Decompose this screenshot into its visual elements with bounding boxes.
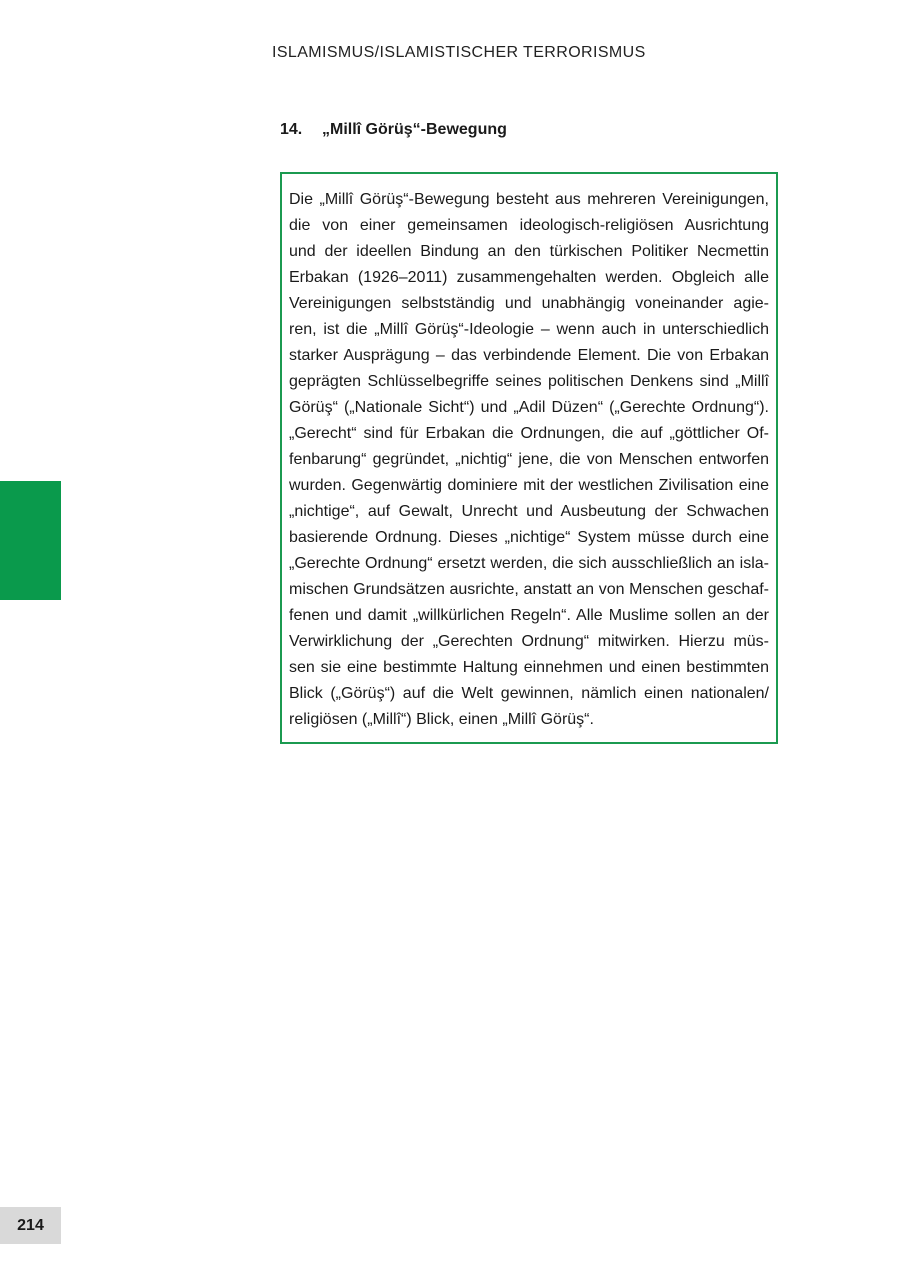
box-line: „Gerechte Ordnung“ ersetzt werden, die sich ausschließlich an isla-	[289, 555, 769, 572]
box-line: und der ideellen Bindung an den türkischen Politiker Necmettin	[289, 243, 769, 260]
box-line: Vereinigungen selbstständig und unabhängig voneinander agie-	[289, 295, 769, 312]
box-line: fenbarung“ gegründet, „nichtig“ jene, die von Menschen entworfen	[289, 451, 769, 468]
box-line: Die „Millî Görüş“-Bewegung besteht aus mehreren Vereinigungen,	[289, 191, 769, 208]
box-line: Blick („Görüş“) auf die Welt gewinnen, nämlich einen nationalen/	[289, 685, 769, 702]
box-line: wurden. Gegenwärtig dominiere mit der westlichen Zivilisation eine	[289, 477, 769, 494]
section-number: 14.	[280, 121, 303, 138]
box-line: Verwirklichung der „Gerechten Ordnung“ mitwirken. Hierzu müs-	[289, 633, 769, 650]
box-line: sen sie eine bestimmte Haltung einnehmen und einen bestimmten	[289, 659, 769, 676]
box-line: mischen Grundsätzen ausrichte, anstatt an von Menschen geschaf-	[289, 581, 769, 598]
info-box	[280, 172, 778, 744]
box-line: Erbakan (1926–2011) zusammengehalten werden. Obgleich alle	[289, 269, 769, 286]
box-line: basierende Ordnung. Dieses „nichtige“ System müsse durch eine	[289, 529, 769, 546]
box-line: Görüş“ („Nationale Sicht“) und „Adil Düzen“ („Gerechte Ordnung“).	[289, 399, 769, 416]
running-header: ISLAMISMUS/ISLAMISTISCHER TERRORISMUS	[272, 44, 646, 61]
box-line: „Gerecht“ sind für Erbakan die Ordnungen, die auf „göttlicher Of-	[289, 425, 769, 442]
box-line: fenen und damit „willkürlichen Regeln“. Alle Muslime sollen an der	[289, 607, 769, 624]
page-number: 214	[17, 1216, 44, 1234]
section-heading	[280, 121, 507, 139]
box-line: starker Ausprägung – das verbindende Element. Die von Erbakan	[289, 347, 769, 364]
box-line: ren, ist die „Millî Görüş“-Ideologie – wenn auch in unterschiedlich	[289, 321, 769, 338]
box-line: die von einer gemeinsamen ideologisch-religiösen Ausrichtung	[289, 217, 769, 234]
box-line: geprägten Schlüsselbegriffe seines politischen Denkens sind „Millî	[289, 373, 769, 390]
chapter-side-tab	[0, 481, 61, 600]
section-title: „Millî Görüş“-Bewegung	[322, 121, 507, 138]
box-line: religiösen („Millî“) Blick, einen „Millî Görüş“.	[289, 711, 594, 728]
page-number-box	[0, 1207, 61, 1244]
box-line: „nichtige“, auf Gewalt, Unrecht und Ausbeutung der Schwachen	[289, 503, 769, 520]
